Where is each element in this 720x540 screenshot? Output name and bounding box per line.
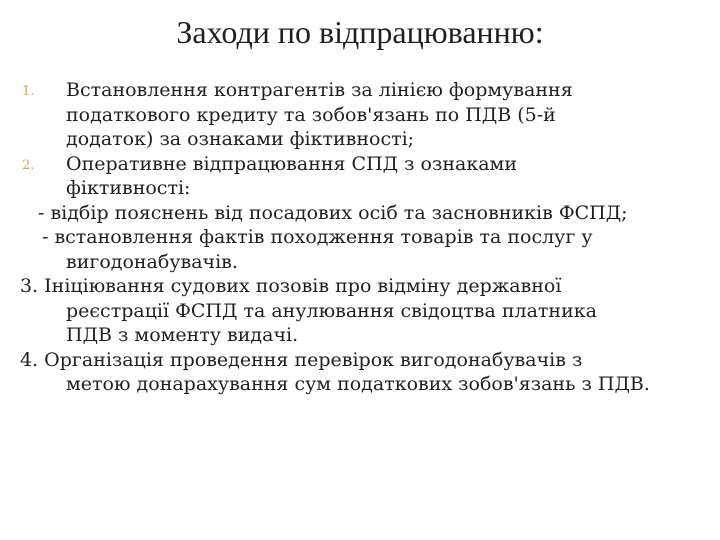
sub-item-1-line-1: - відбір пояснень від посадових осіб та засновників ФСПД; [38,201,628,224]
list-item-3 [20,274,710,348]
sub-item-2 [20,225,710,274]
slide-title: Заходи по відпрацюванню: [176,14,544,50]
list-item-1-line-1: Встановлення контрагентів за лінією формування [66,79,573,101]
list-item-2-line-2: фіктивності: [66,177,191,199]
sub-item-2-line-2: вигодонабувачів. [66,250,238,273]
slide-body [20,78,710,397]
list-item-4-line-1: 4. Організація проведення перевірок вигодонабувачів з [20,348,583,371]
sub-item-1 [20,201,710,226]
list-item-2 [20,152,710,201]
list-item-3-line-1: 3. Ініціювання судових позовів про відміну державної [20,275,562,297]
sub-item-2-line-1: - встановлення фактів походження товарів та послуг у [42,226,593,248]
list-item-1 [20,78,710,152]
list-item-4-line-2: метою донарахування сум податкових зобов'язань з ПДВ. [66,373,650,395]
list-item-1-line-2: податкового кредиту та зобов'язань по ПДВ (5-й [66,103,556,126]
list-number-2: 2. [22,157,35,173]
list-item-3-line-3: ПДВ з моменту видачі. [66,324,299,346]
list-number-1: 1. [22,84,35,99]
list-item-2-line-1: Оперативне відпрацювання СПД з ознаками [66,152,517,175]
list-item-4 [20,348,710,397]
list-item-1-line-3: додаток) за ознаками фіктивності; [66,128,415,150]
list-item-3-line-2: реєстрації ФСПД та анулювання свідоцтва платника [66,299,597,322]
